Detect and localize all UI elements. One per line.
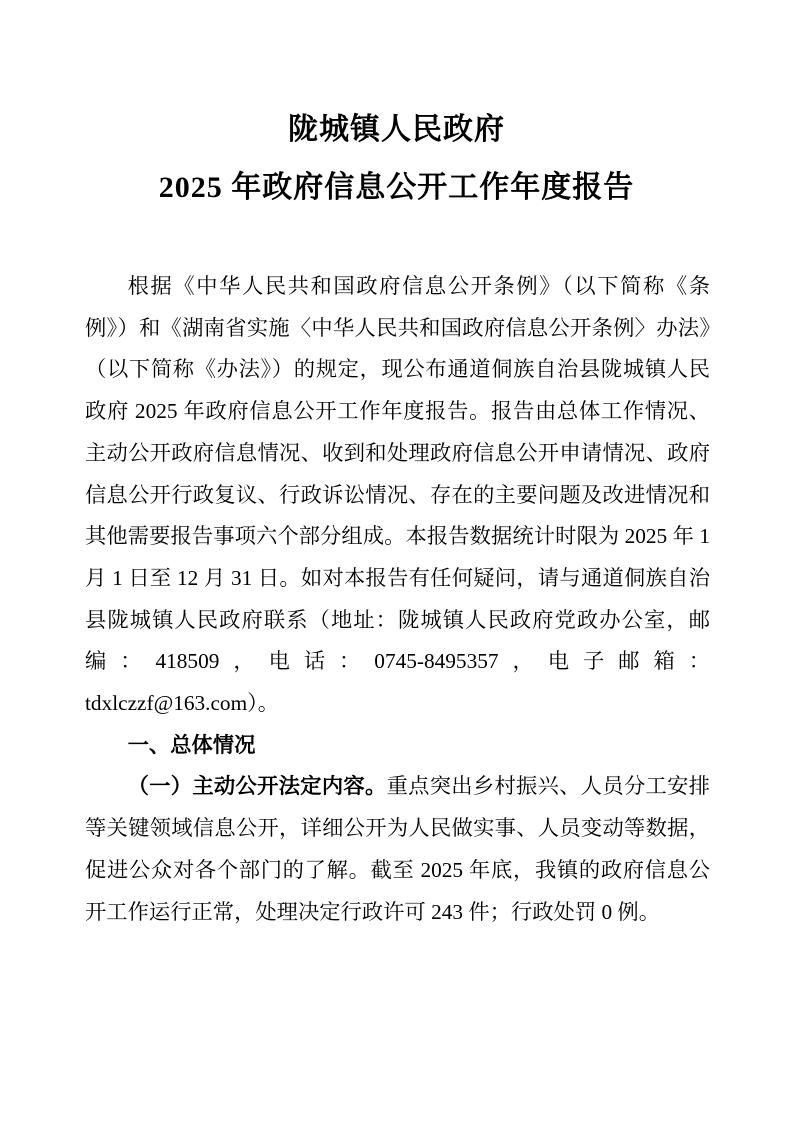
doc-title-line1: 陇城镇人民政府 [288,113,505,146]
section-heading-overall-situation: 一、总体情况 [127,732,256,757]
subsection-paragraph [85,766,710,933]
subsection-body: 重点突出乡村振兴、人员分工安排等关键领域信息公开，详细公开为人民做实事、人员变动等数据，促进公众对各个部门的了解。截至 2025 年底，我镇的政府信息公开工作运行正常，处理决定行政许可 243 件；行政处罚 0 例。 [85,774,710,924]
subsection-lead: （一）主动公开法定内容。 [127,774,387,799]
doc-title-line2: 2025 年政府信息公开工作年度报告 [158,171,635,204]
doc-body [85,266,710,933]
intro-paragraph: 根据《中华人民共和国政府信息公开条例》（以下简称《条例》）和《湖南省实施〈中华人民共和国政府信息公开条例〉办法》（以下简称《办法》）的规定，现公布通道侗族自治县陇城镇人民政府 2025 年政府信息公开工作年度报告。报告由总体工作情况、主动公开政府信息情况、收到和处理政府信息公开申请情况、政府信息公开行政复议、行政诉讼情况、存在的主要问题及改进情况和其他需要报告事项六个部分组成。本报告数据统计时限为 2025 年 1 月 1 日至 12 月 31 日。如对本报告有任何疑问，请与通道侗族自治县陇城镇人民政府联系（地址：陇城镇人民政府党政办公室，邮编：418509，电话：0745-8495357，电子邮箱：tdxlczzf@163.com）。 [85,274,710,716]
